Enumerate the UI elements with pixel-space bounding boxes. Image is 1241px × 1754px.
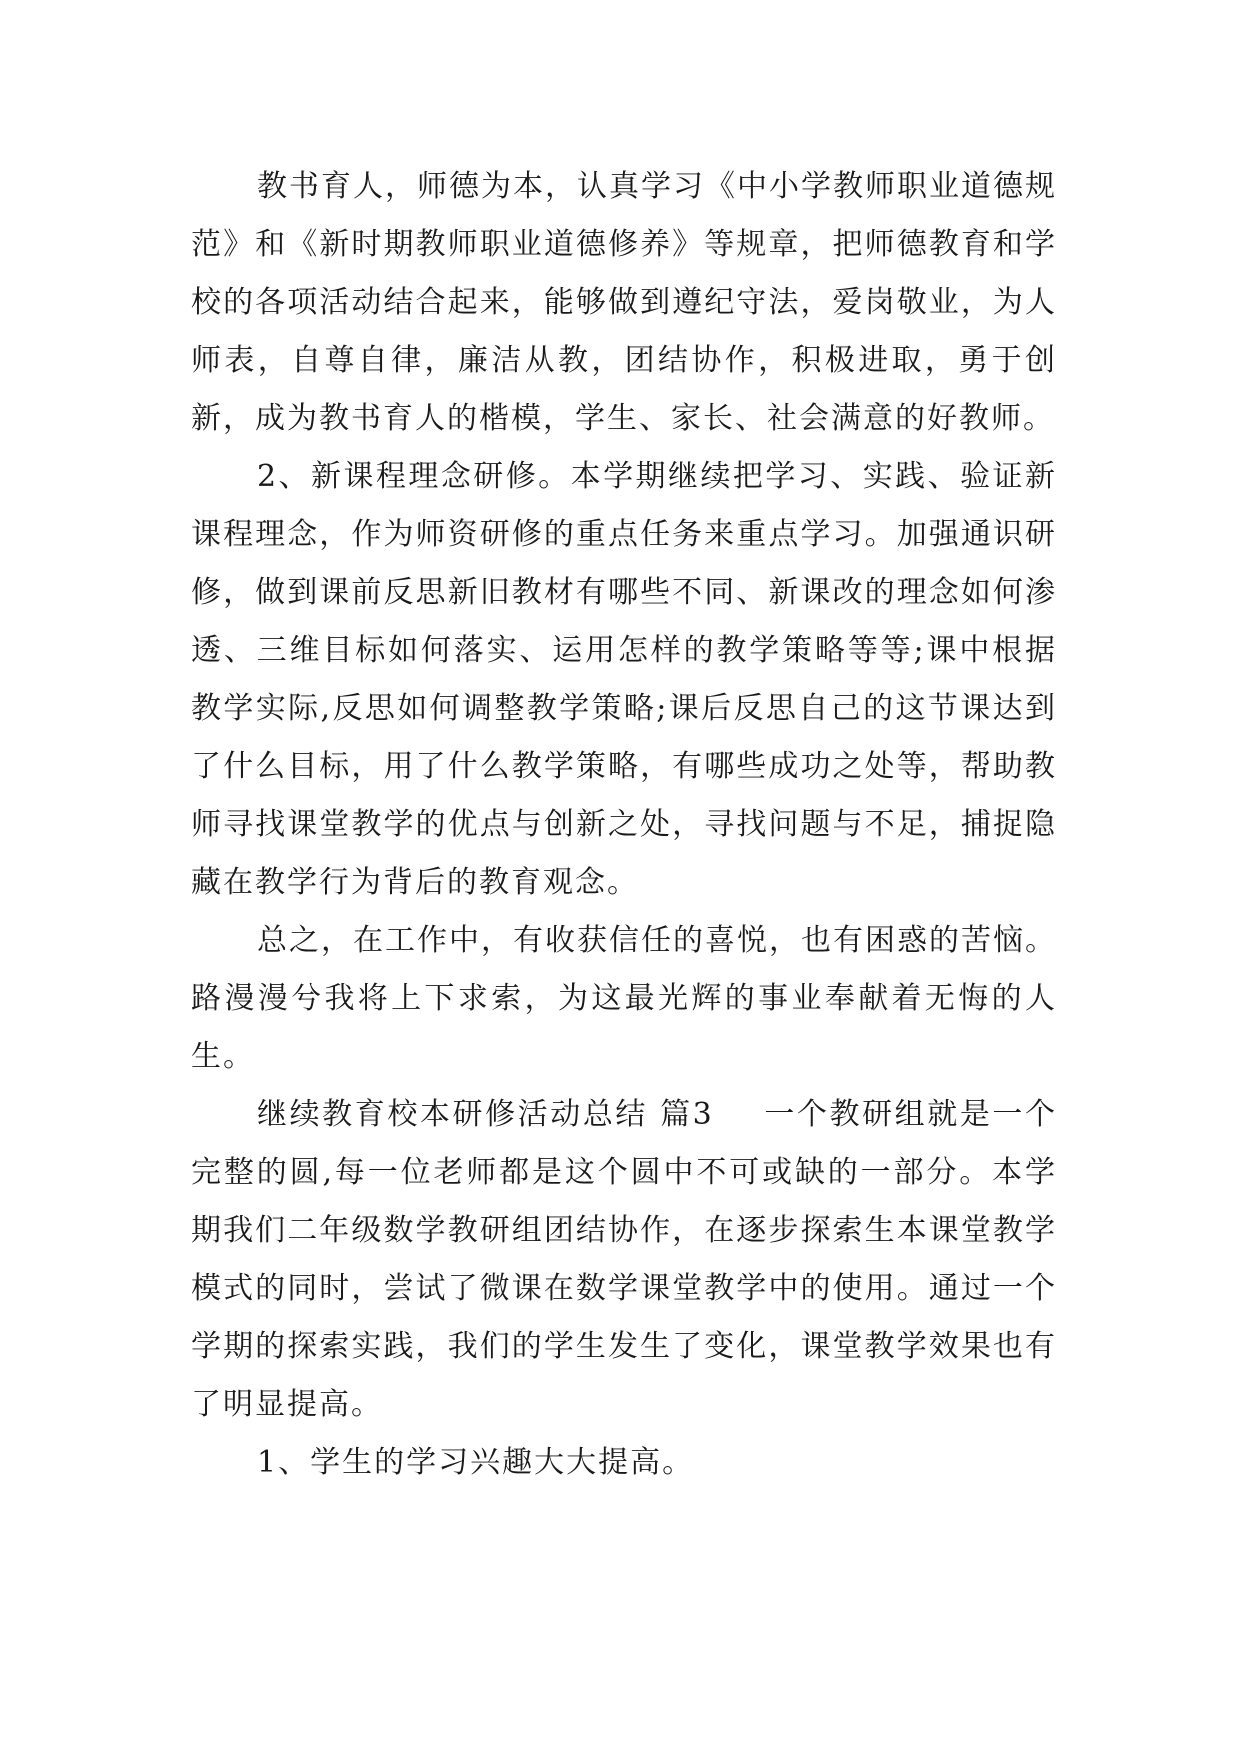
paragraph-teacher-ethics: 教书育人，师德为本，认真学习《中小学教师职业道德规范》和《新时期教师职业道德修养》等规章，把师德教育和学校的各项活动结合起来，能够做到遵纪守法，爱岗敬业，为人师表，自尊自律，廉洁从教，团结协作，积极进取，勇于创新，成为教书育人的楷模，学生、家长、社会满意的好教师。	[191, 169, 1057, 436]
document-body	[191, 158, 1057, 1492]
paragraph-summary: 总之，在工作中，有收获信任的喜悦，也有困惑的苦恼。路漫漫兮我将上下求索，为这最光辉的事业奉献着无悔的人生。	[191, 923, 1057, 1074]
paragraph-student-interest: 1、学生的学习兴趣大大提高。	[257, 1445, 695, 1480]
section-heading: 继续教育校本研修活动总结 篇3	[257, 1097, 714, 1132]
section-body: 一个教研组就是一个完整的圆,每一位老师都是这个圆中不可或缺的一部分。本学期我们二年级数学教研组团结协作，在逐步探索生本课堂教学模式的同时，尝试了微课在数学课堂教学中的使用。通过一个学期的探索实践，我们的学生发生了变化，课堂教学效果也有了明显提高。	[191, 1097, 1057, 1422]
paragraph-new-curriculum: 2、新课程理念研修。本学期继续把学习、实践、验证新课程理念，作为师资研修的重点任务来重点学习。加强通识研修，做到课前反思新旧教材有哪些不同、新课改的理念如何渗透、三维目标如何落实、运用怎样的教学策略等等;课中根据教学实际,反思如何调整教学策略;课后反思自己的这节课达到了什么目标，用了什么教学策略，有哪些成功之处等，帮助教师寻找课堂教学的优点与创新之处，寻找问题与不足，捕捉隐藏在教学行为背后的教育观念。	[191, 459, 1057, 900]
paragraph-section-3	[191, 1086, 1057, 1434]
